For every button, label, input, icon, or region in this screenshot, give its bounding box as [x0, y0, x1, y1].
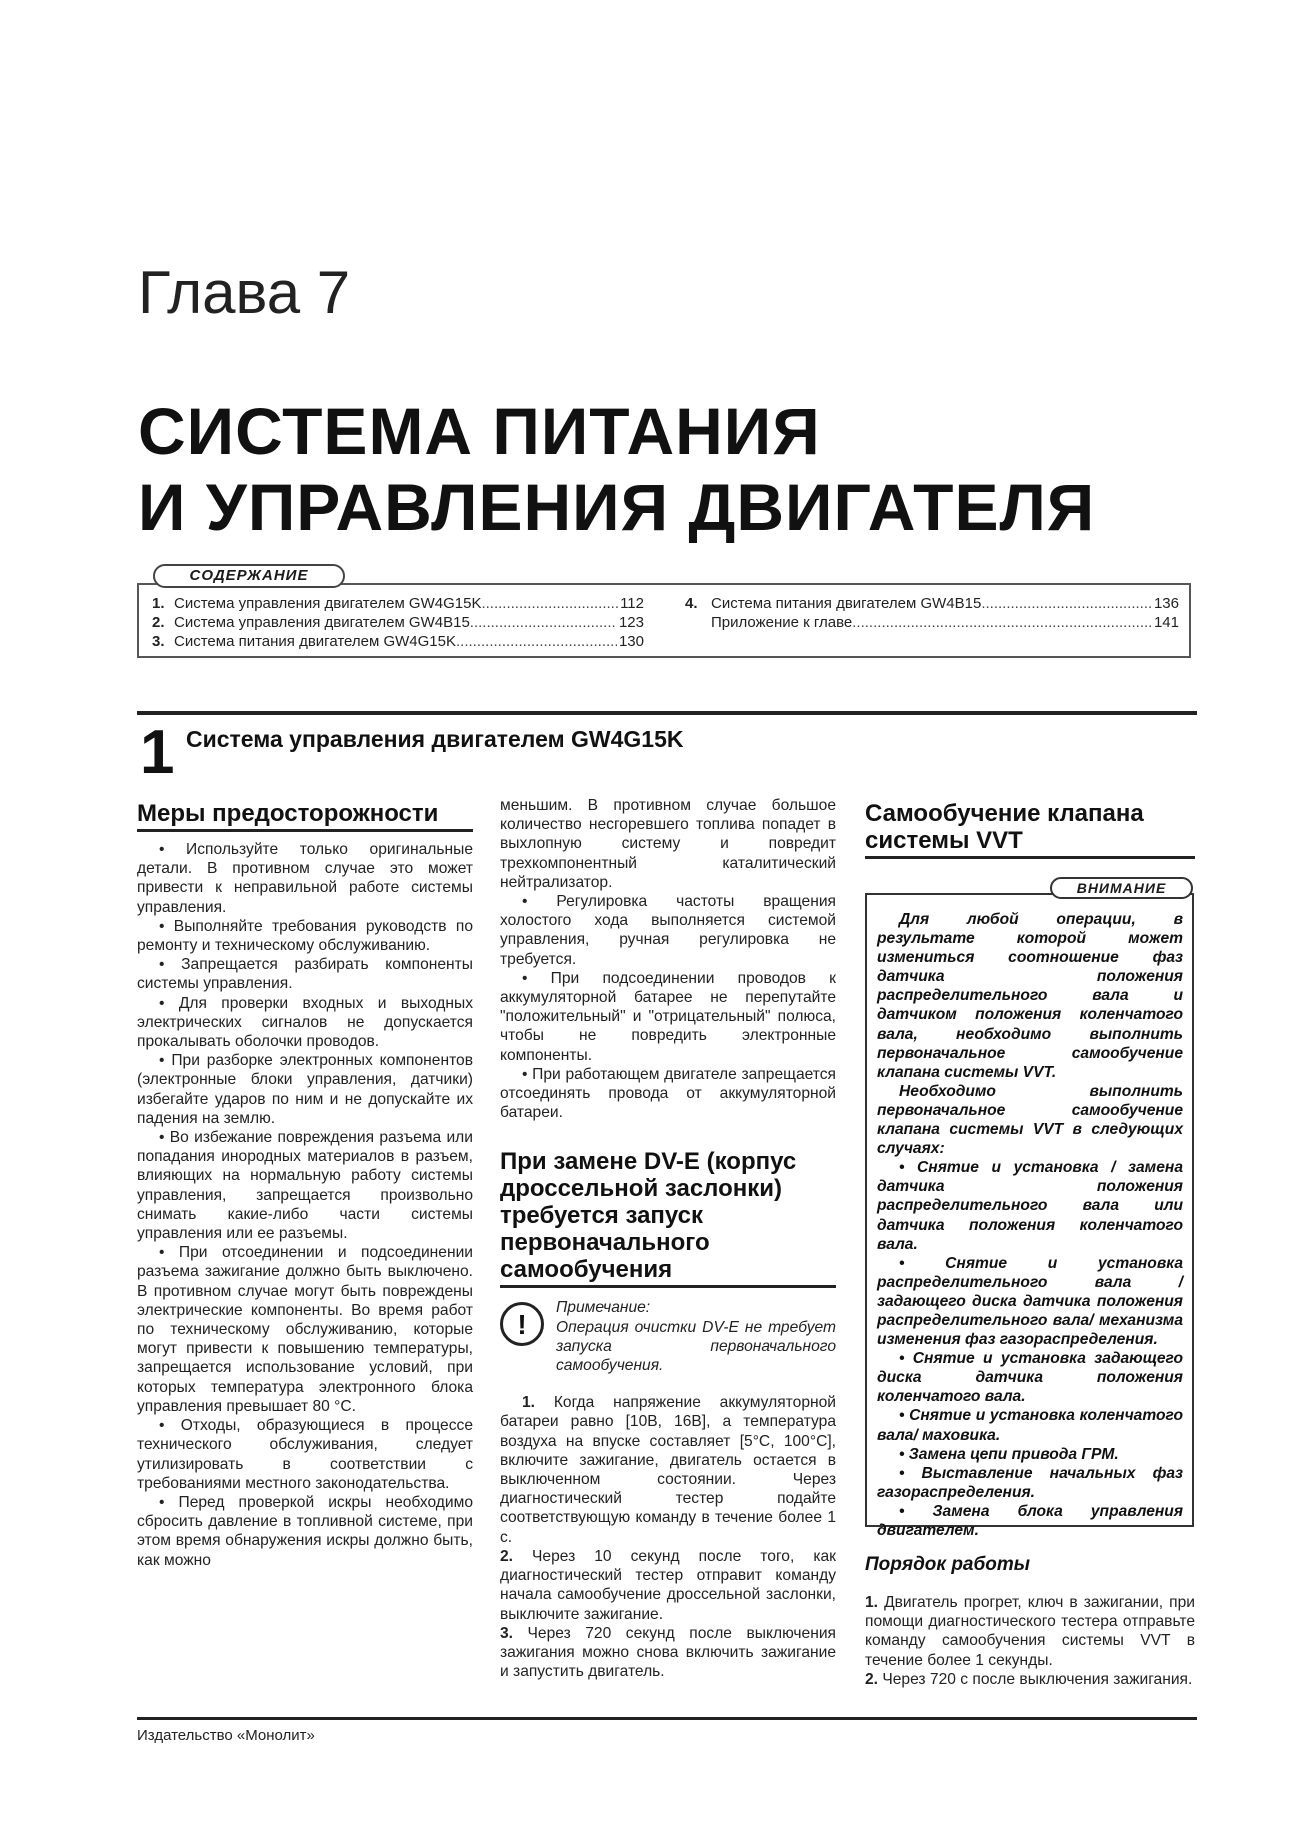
paragraph: • Во избежание повреждения разъема или попадания инородных материалов в разъем, влияющих на нормальную работу системы управления, запрещается произвольно снимать какие-либо части системы управления или ее разъемы. — [137, 1129, 473, 1243]
toc-item-page: 123 — [618, 614, 644, 631]
chapter-title — [138, 393, 1095, 545]
toc-item-appendix[interactable] — [685, 613, 1179, 632]
section-rule — [137, 711, 1197, 715]
warning-paragraph: Для любой операции, в результате которой может измениться соотношение фаз датчика положения распределительного вала и датчиком положения коленчатого вала, необходимо выполнить первоначальное самообучение клапана системы VVT. — [877, 911, 1183, 1081]
warning-paragraph: • Замена блока управления двигателем. — [877, 1502, 1183, 1539]
warning-paragraph: • Выставление начальных фаз газораспределения. — [877, 1464, 1183, 1501]
column-2 — [500, 796, 836, 1681]
toc-item-title: Приложение к главе — [711, 614, 853, 631]
toc-item-page: 136 — [1153, 595, 1179, 612]
toc-leader — [981, 594, 1152, 613]
toc-item-title: Система питания двигателем GW4B15 — [711, 595, 982, 612]
toc-item-title: Система управления двигателем GW4G15K — [174, 595, 482, 612]
paragraph: • Перед проверкой искры необходимо сбросить давление в топливной системе, при этом время обнаружения искры должно быть, как можно — [137, 1493, 473, 1569]
warning-paragraph: • Снятие и установка / замена датчика положения распределительного вала или датчика положения коленчатого вала. — [877, 1159, 1183, 1253]
toc-item-number: 2. — [152, 614, 165, 631]
toc-item-number: 1. — [152, 595, 165, 612]
warning-paragraph: Необходимо выполнить первоначальное самообучение клапана системы VVT в следующих случаях: — [877, 1082, 1183, 1158]
step-text: Через 720 секунд после выключения зажигания можно снова включить зажигание и запустить двигатель. — [500, 1624, 836, 1681]
footer-rule — [137, 1717, 1197, 1720]
dv-e-heading: При замене DV-E (корпус дроссельной заслонки) требуется запуск первоначального самообучения — [500, 1148, 836, 1288]
toc-item-4[interactable] — [685, 594, 1179, 613]
toc-item-2[interactable] — [152, 613, 644, 632]
warning-text — [877, 910, 1183, 1540]
toc-leader — [456, 632, 617, 651]
paragraph: • При работающем двигателе запрещается отсоединять провода от аккумуляторной батареи. — [500, 1065, 836, 1122]
chapter-title-line2: И УПРАВЛЕНИЯ ДВИГАТЕЛЯ — [138, 470, 1096, 544]
step-text: Когда напряжение аккумуляторной батареи равно [10В, 16В], а температура воздуха на впуске составляет [5°С, 100°С], включите зажигание, двигатель остается в выключенном состоянии. Через диагностический тестер подайте соответствующую команду в течение более 1 с. — [500, 1394, 836, 1546]
step-text: Двигатель прогрет, ключ в зажигании, при помощи диагностического тестера отправьте команду самообучения системы VVT в течение более 1 секунды. — [865, 1594, 1195, 1669]
step-text: Через 720 с после выключения зажигания. — [882, 1670, 1193, 1688]
toc-leader — [481, 594, 618, 613]
work-order-steps — [865, 1593, 1195, 1689]
paragraph: • При разборке электронных компонентов (электронные блоки управления, датчики) избегайте ударов по ним и не допускайте их падения на землю. — [137, 1052, 473, 1127]
exclamation-icon: ! — [500, 1302, 544, 1346]
note-block — [500, 1298, 836, 1375]
toc-item-number — [685, 613, 711, 632]
precautions-heading: Меры предосторожности — [137, 800, 473, 832]
paragraph: • При подсоединении проводов к аккумуляторной батарее не перепутайте "положительный" и "отрицательный" полюса, чтобы не повредить электронные компоненты. — [500, 969, 836, 1064]
column-3 — [865, 800, 1195, 867]
step-number: 3. — [500, 1624, 514, 1642]
step-number: 1. — [865, 1594, 879, 1611]
publisher-footer: Издательство «Монолит» — [137, 1727, 315, 1744]
section-title: Система управления двигателем GW4G15K — [186, 726, 684, 752]
toc-item-page: 112 — [620, 595, 644, 612]
note-label: Примечание: — [556, 1299, 651, 1317]
chapter-title-line1: СИСТЕМА ПИТАНИЯ — [138, 394, 821, 468]
step — [865, 1593, 1195, 1670]
toc-item-number: 4. — [685, 595, 698, 612]
work-order-heading: Порядок работы — [865, 1554, 1030, 1575]
step — [500, 1393, 836, 1547]
section-number: 1 — [140, 718, 175, 787]
vvt-heading: Самообучение клапана системы VVT — [865, 800, 1195, 859]
warning-paragraph: • Снятие и установка коленчатого вала/ маховика. — [877, 1407, 1183, 1444]
paragraph: • Регулировка частоты вращения холостого хода выполняется системой управления, ручная регулировка не требуется. — [500, 893, 836, 968]
note-body: Операция очистки DV-E не требует запуска первоначального самообучения. — [556, 1318, 836, 1375]
toc-item-1[interactable] — [152, 594, 644, 613]
chapter-label: Глава 7 — [138, 259, 351, 326]
warning-paragraph: • Снятие и установка распределительного вала / задающего диска датчика положения распределительного вала/ механизма изменения фаз газораспределения. — [877, 1254, 1183, 1349]
paragraph: • Отходы, образующиеся в процессе технического обслуживания, следует утилизировать в соответствии с требованиями местного законодательства. — [137, 1417, 473, 1492]
paragraph: меньшим. В противном случае большое количество несгоревшего топлива попадет в выхлопную систему и повредит трехкомпонентный каталитический нейтрализатор. — [500, 797, 836, 891]
toc-item-number: 3. — [152, 633, 165, 650]
column-1 — [137, 800, 473, 1570]
toc-item-title: Система питания двигателем GW4G15K — [174, 633, 456, 650]
warning-paragraph: • Снятие и установка задающего диска датчика положения коленчатого вала. — [877, 1350, 1183, 1406]
step-number: 1. — [522, 1394, 536, 1412]
step — [865, 1670, 1195, 1689]
contents-badge: СОДЕРЖАНИЕ — [153, 564, 345, 588]
note-text — [556, 1298, 836, 1375]
paragraph: • Выполняйте требования руководств по ремонту и техническому обслуживанию. — [137, 917, 473, 955]
step-text: Через 10 секунд после того, как диагностический тестер отправит команду начала самообучение дроссельной заслонки, выключите зажигание. — [500, 1547, 836, 1623]
paragraph: • Для проверки входных и выходных электрических сигналов не допускается прокалывать оболочки проводов. — [137, 994, 473, 1051]
step-number: 2. — [500, 1547, 514, 1565]
step-number: 2. — [865, 1670, 879, 1688]
warning-paragraph: • Замена цепи привода ГРМ. — [899, 1445, 1119, 1463]
toc-item-3[interactable] — [152, 632, 644, 651]
paragraph: • Используйте только оригинальные детали. В противном случае это может привести к неправильной работе системы управления. — [137, 841, 473, 916]
step — [500, 1624, 836, 1682]
warning-badge: ВНИМАНИЕ — [1050, 877, 1193, 899]
paragraph: • При отсоединении и подсоединении разъема зажигание должно быть выключено. В противном случае могут быть повреждены электрические компоненты. Во время работ по техническому обслуживанию, которые могут привести к повышению температуры, запрещается использование условий, при которых температура электронного блока управления превышает 80 °С. — [137, 1244, 473, 1415]
toc-leader — [470, 613, 617, 632]
toc-item-page: 130 — [618, 633, 644, 650]
paragraph: • Запрещается разбирать компоненты системы управления. — [137, 956, 473, 993]
step — [500, 1547, 836, 1624]
toc-item-page: 141 — [1153, 614, 1179, 631]
toc-item-title: Система управления двигателем GW4B15 — [174, 614, 470, 631]
toc-leader — [852, 613, 1152, 632]
